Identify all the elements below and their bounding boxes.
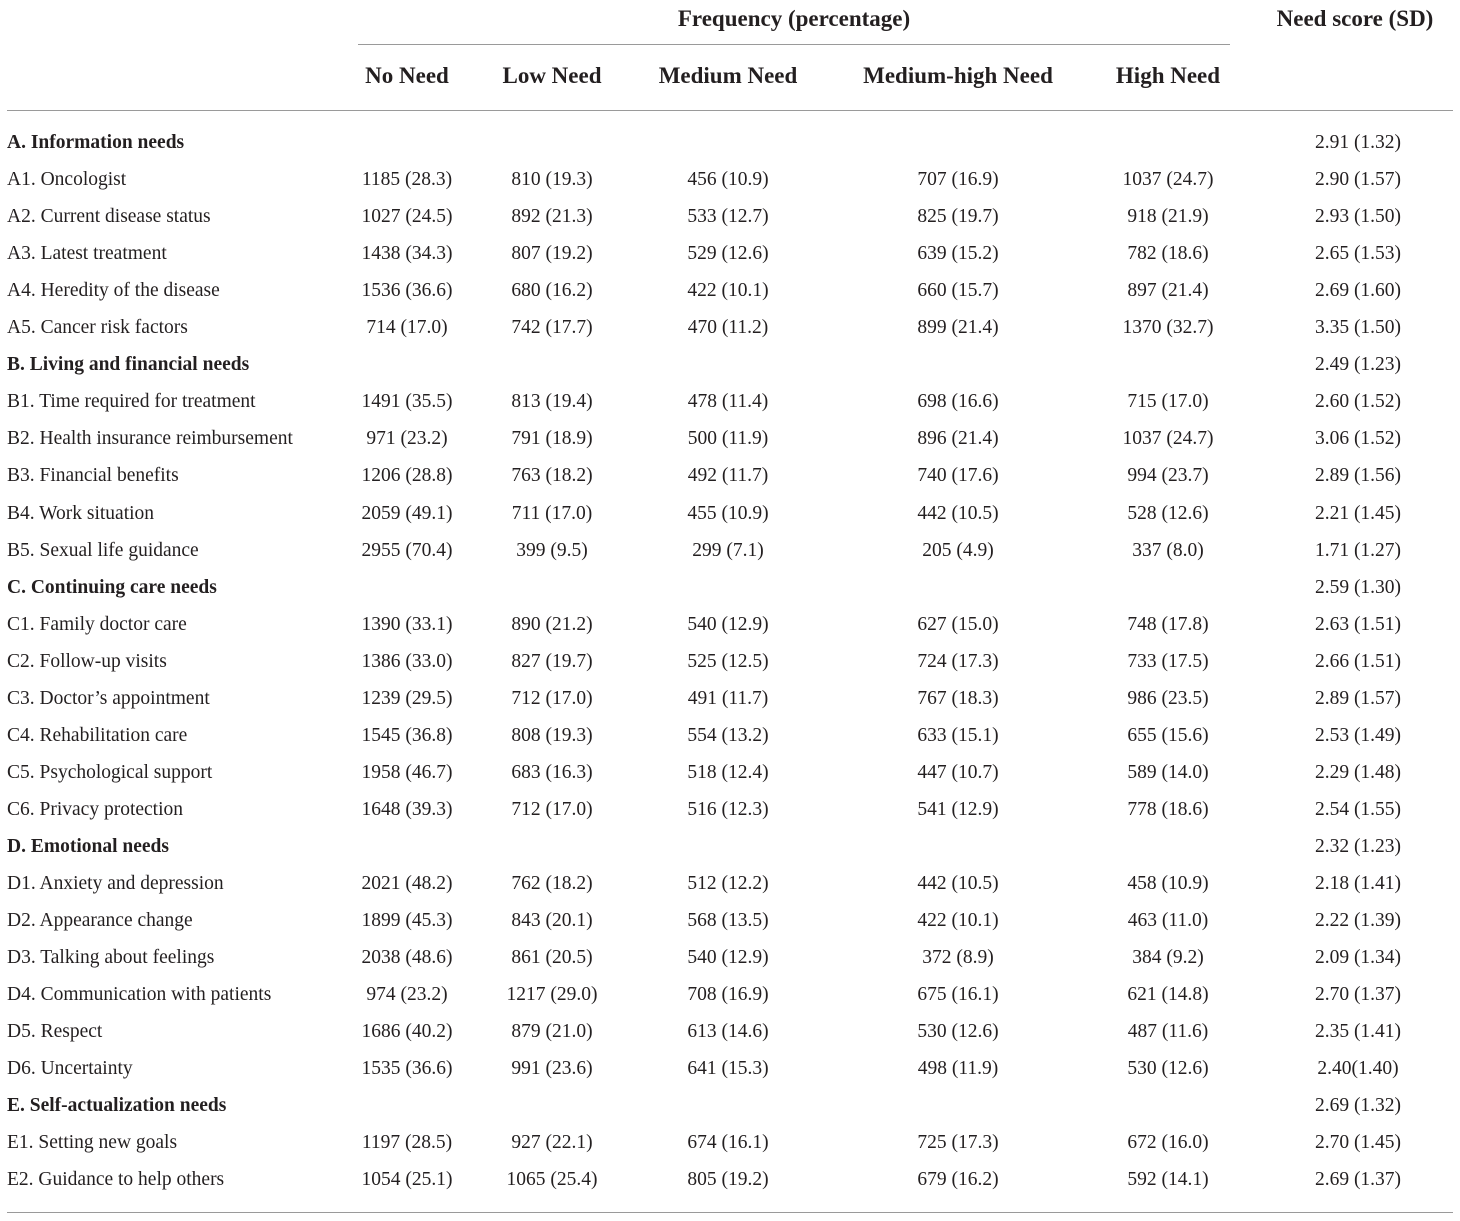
frequency-cell: 384 (9.2) (1132, 947, 1204, 969)
frequency-cell: 1206 (28.8) (361, 465, 453, 487)
row-label: E2. Guidance to help others (7, 1169, 225, 1191)
row-label: B5. Sexual life guidance (7, 539, 199, 561)
table-bottom-rule (7, 1212, 1453, 1213)
header-bottom-rule (7, 110, 1453, 111)
frequency-cell: 927 (22.1) (511, 1132, 593, 1154)
row-label: C5. Psychological support (7, 761, 213, 783)
frequency-cell: 633 (15.1) (917, 724, 999, 746)
need-score-cell: 2.49 (1.23) (1314, 354, 1402, 376)
frequency-cell: 447 (10.7) (917, 761, 999, 783)
table-row (0, 902, 1460, 939)
frequency-cell: 843 (20.1) (511, 910, 593, 932)
col-header-low-need: Low Need (502, 63, 602, 88)
frequency-cell: 1535 (36.6) (361, 1058, 453, 1080)
row-label: B4. Work situation (7, 502, 155, 524)
frequency-cell: 810 (19.3) (511, 169, 593, 191)
table-row (0, 643, 1460, 680)
frequency-cell: 711 (17.0) (511, 502, 593, 524)
frequency-cell: 1958 (46.7) (361, 761, 453, 783)
col-header-medium-need: Medium Need (658, 63, 798, 88)
frequency-cell: 896 (21.4) (917, 428, 999, 450)
table-row (0, 198, 1460, 235)
row-label: D5. Respect (7, 1021, 103, 1043)
frequency-cell: 1027 (24.5) (361, 206, 453, 228)
frequency-cell: 672 (16.0) (1127, 1132, 1209, 1154)
table-row (0, 309, 1460, 346)
table-row (0, 161, 1460, 198)
frequency-cell: 712 (17.0) (511, 687, 593, 709)
frequency-cell: 1370 (32.7) (1122, 317, 1214, 339)
section-label: C. Continuing care needs (7, 576, 217, 598)
frequency-cell: 714 (17.0) (366, 317, 448, 339)
section-row (0, 828, 1460, 865)
frequency-cell: 492 (11.7) (687, 465, 769, 487)
frequency-cell: 897 (21.4) (1127, 280, 1209, 302)
table-row (0, 383, 1460, 420)
frequency-cell: 487 (11.6) (1127, 1021, 1209, 1043)
frequency-cell: 1037 (24.7) (1122, 428, 1214, 450)
frequency-cell: 899 (21.4) (917, 317, 999, 339)
row-label: D4. Communication with patients (7, 984, 272, 1006)
group-header-rule (358, 44, 1230, 45)
row-label: A2. Current disease status (7, 206, 211, 228)
table-row (0, 791, 1460, 828)
frequency-cell: 458 (10.9) (1127, 873, 1209, 894)
frequency-cell: 748 (17.8) (1127, 613, 1209, 635)
need-score-cell: 2.35 (1.41) (1314, 1021, 1402, 1043)
frequency-cell: 533 (12.7) (687, 206, 769, 228)
section-label: E. Self-actualization needs (7, 1095, 227, 1117)
frequency-cell: 478 (11.4) (687, 391, 769, 413)
frequency-cell: 971 (23.2) (366, 428, 448, 450)
frequency-cell: 1536 (36.6) (361, 280, 453, 302)
frequency-cell: 1185 (28.3) (361, 169, 453, 191)
frequency-cell: 733 (17.5) (1127, 650, 1209, 672)
frequency-cell: 525 (12.5) (687, 650, 769, 672)
frequency-cell: 808 (19.3) (511, 724, 593, 746)
row-label: C3. Doctor’s appointment (7, 687, 210, 709)
frequency-cell: 861 (20.5) (511, 947, 593, 969)
frequency-cell: 725 (17.3) (917, 1132, 999, 1154)
row-label: A3. Latest treatment (7, 243, 167, 265)
table-row (0, 272, 1460, 309)
frequency-cell: 2021 (48.2) (361, 873, 453, 894)
frequency-cell: 540 (12.9) (687, 947, 769, 969)
frequency-cell: 470 (11.2) (687, 317, 769, 339)
need-score-cell: 2.70 (1.37) (1314, 984, 1402, 1006)
frequency-cell: 2955 (70.4) (361, 539, 453, 561)
table-row (0, 939, 1460, 976)
table-row (0, 1050, 1460, 1087)
need-score-cell: 2.66 (1.51) (1314, 650, 1402, 672)
frequency-cell: 456 (10.9) (687, 169, 769, 191)
row-label: E1. Setting new goals (7, 1132, 178, 1154)
frequency-group-header: Frequency (percentage) (677, 6, 911, 31)
need-score-cell: 2.89 (1.56) (1314, 465, 1402, 487)
frequency-cell: 827 (19.7) (511, 650, 593, 672)
frequency-cell: 541 (12.9) (917, 798, 999, 820)
table-row (0, 1124, 1460, 1161)
table-row (0, 976, 1460, 1013)
frequency-cell: 1037 (24.7) (1122, 169, 1214, 191)
table-row (0, 680, 1460, 717)
frequency-cell: 442 (10.5) (917, 873, 999, 894)
frequency-cell: 422 (10.1) (687, 280, 769, 302)
need-score-cell: 2.69 (1.37) (1314, 1169, 1402, 1191)
frequency-cell: 1438 (34.3) (361, 243, 453, 265)
col-header-medium-high-need: Medium-high Need (863, 63, 1053, 88)
section-row (0, 569, 1460, 606)
frequency-cell: 879 (21.0) (511, 1021, 593, 1043)
section-row (0, 1087, 1460, 1124)
row-label: A1. Oncologist (7, 169, 127, 191)
frequency-cell: 740 (17.6) (917, 465, 999, 487)
need-score-cell: 2.93 (1.50) (1314, 206, 1402, 228)
frequency-cell: 641 (15.3) (687, 1058, 769, 1080)
frequency-cell: 675 (16.1) (917, 984, 999, 1006)
need-score-cell: 3.06 (1.52) (1314, 428, 1402, 450)
section-label: D. Emotional needs (7, 835, 169, 857)
row-label: B1. Time required for treatment (7, 391, 256, 413)
frequency-cell: 763 (18.2) (511, 465, 593, 487)
section-row (0, 346, 1460, 383)
need-score-cell: 2.91 (1.32) (1314, 132, 1402, 153)
frequency-cell: 463 (11.0) (1127, 910, 1209, 932)
frequency-cell: 660 (15.7) (917, 280, 999, 302)
frequency-cell: 791 (18.9) (511, 428, 593, 450)
frequency-cell: 890 (21.2) (511, 613, 593, 635)
row-label: C2. Follow-up visits (7, 650, 167, 672)
frequency-cell: 715 (17.0) (1127, 391, 1209, 413)
frequency-cell: 918 (21.9) (1127, 206, 1209, 228)
frequency-cell: 299 (7.1) (692, 539, 764, 561)
row-label: C1. Family doctor care (7, 613, 187, 635)
frequency-cell: 1386 (33.0) (361, 650, 453, 672)
frequency-cell: 455 (10.9) (687, 502, 769, 524)
section-label: A. Information needs (7, 132, 185, 153)
frequency-cell: 589 (14.0) (1127, 761, 1209, 783)
need-score-cell: 2.69 (1.60) (1314, 280, 1402, 302)
frequency-cell: 712 (17.0) (511, 798, 593, 820)
frequency-cell: 568 (13.5) (687, 910, 769, 932)
frequency-cell: 512 (12.2) (687, 873, 769, 894)
table-row (0, 865, 1460, 902)
frequency-cell: 372 (8.9) (922, 947, 994, 969)
row-label: A4. Heredity of the disease (7, 280, 220, 302)
frequency-cell: 825 (19.7) (917, 206, 999, 228)
section-row (0, 124, 1460, 161)
table-row (0, 606, 1460, 643)
frequency-cell: 782 (18.6) (1127, 243, 1209, 265)
need-score-cell: 2.22 (1.39) (1314, 910, 1402, 932)
frequency-cell: 442 (10.5) (917, 502, 999, 524)
need-score-cell: 1.71 (1.27) (1314, 539, 1402, 561)
need-score-cell: 3.35 (1.50) (1314, 317, 1402, 339)
frequency-cell: 528 (12.6) (1127, 502, 1209, 524)
frequency-cell: 1239 (29.5) (361, 687, 453, 709)
frequency-cell: 491 (11.7) (687, 687, 769, 709)
table-row (0, 717, 1460, 754)
frequency-cell: 1197 (28.5) (361, 1132, 453, 1154)
frequency-cell: 422 (10.1) (917, 910, 999, 932)
need-score-cell: 2.54 (1.55) (1314, 798, 1402, 820)
frequency-cell: 655 (15.6) (1127, 724, 1209, 746)
table-row (0, 235, 1460, 272)
frequency-cell: 613 (14.6) (687, 1021, 769, 1043)
frequency-cell: 516 (12.3) (687, 798, 769, 820)
frequency-cell: 805 (19.2) (687, 1169, 769, 1191)
frequency-cell: 1899 (45.3) (361, 910, 453, 932)
frequency-cell: 1217 (29.0) (506, 984, 598, 1006)
table-row (0, 532, 1460, 569)
row-label: D3. Talking about feelings (7, 947, 215, 969)
frequency-cell: 2038 (48.6) (361, 947, 453, 969)
frequency-cell: 530 (12.6) (917, 1021, 999, 1043)
frequency-cell: 639 (15.2) (917, 243, 999, 265)
frequency-cell: 498 (11.9) (917, 1058, 999, 1080)
frequency-cell: 540 (12.9) (687, 613, 769, 635)
frequency-cell: 337 (8.0) (1132, 539, 1204, 561)
frequency-cell: 807 (19.2) (511, 243, 593, 265)
frequency-cell: 724 (17.3) (917, 650, 999, 672)
frequency-cell: 813 (19.4) (511, 391, 593, 413)
frequency-cell: 991 (23.6) (511, 1058, 593, 1080)
frequency-cell: 698 (16.6) (917, 391, 999, 413)
frequency-cell: 518 (12.4) (687, 761, 769, 783)
need-score-cell: 2.09 (1.34) (1314, 947, 1402, 969)
need-score-cell: 2.90 (1.57) (1314, 169, 1402, 191)
table-row (0, 1013, 1460, 1050)
frequency-cell: 1491 (35.5) (361, 391, 453, 413)
col-header-high-need: High Need (1115, 63, 1221, 88)
frequency-cell: 1390 (33.1) (361, 613, 453, 635)
frequency-cell: 1648 (39.3) (361, 798, 453, 820)
frequency-cell: 994 (23.7) (1127, 465, 1209, 487)
frequency-cell: 530 (12.6) (1127, 1058, 1209, 1080)
frequency-cell: 707 (16.9) (917, 169, 999, 191)
frequency-cell: 742 (17.7) (511, 317, 593, 339)
frequency-cell: 1545 (36.8) (361, 724, 453, 746)
need-score-cell: 2.69 (1.32) (1314, 1095, 1402, 1117)
col-header-no-need: No Need (365, 63, 449, 88)
row-label: B3. Financial benefits (7, 465, 179, 487)
need-score-cell: 2.53 (1.49) (1314, 724, 1402, 746)
need-score-cell: 2.89 (1.57) (1314, 687, 1402, 709)
frequency-cell: 974 (23.2) (366, 984, 448, 1006)
frequency-cell: 708 (16.9) (687, 984, 769, 1006)
row-label: C4. Rehabilitation care (7, 724, 188, 746)
need-score-cell: 2.59 (1.30) (1314, 576, 1402, 598)
frequency-cell: 399 (9.5) (516, 539, 588, 561)
frequency-cell: 683 (16.3) (511, 761, 593, 783)
table-row (0, 754, 1460, 791)
frequency-cell: 892 (21.3) (511, 206, 593, 228)
frequency-cell: 1686 (40.2) (361, 1021, 453, 1043)
frequency-cell: 1065 (25.4) (506, 1169, 598, 1191)
frequency-cell: 627 (15.0) (917, 613, 999, 635)
frequency-cell: 679 (16.2) (917, 1169, 999, 1191)
frequency-cell: 1054 (25.1) (361, 1169, 453, 1191)
need-score-cell: 2.18 (1.41) (1314, 873, 1402, 894)
need-score-header: Need score (SD) (1276, 6, 1434, 31)
need-score-cell: 2.29 (1.48) (1314, 761, 1402, 783)
table-row (0, 495, 1460, 532)
frequency-cell: 762 (18.2) (511, 873, 593, 894)
frequency-cell: 778 (18.6) (1127, 798, 1209, 820)
need-score-cell: 2.65 (1.53) (1314, 243, 1402, 265)
need-score-cell: 2.21 (1.45) (1314, 502, 1402, 524)
row-label: D1. Anxiety and depression (7, 873, 224, 894)
row-label: B2. Health insurance reimbursement (7, 428, 293, 450)
row-label: D6. Uncertainty (7, 1058, 133, 1080)
table-row (0, 457, 1460, 494)
row-label: C6. Privacy protection (7, 798, 184, 820)
frequency-cell: 205 (4.9) (922, 539, 994, 561)
frequency-cell: 2059 (49.1) (361, 502, 453, 524)
table-row (0, 420, 1460, 457)
frequency-cell: 767 (18.3) (917, 687, 999, 709)
table-row (0, 1161, 1460, 1198)
need-score-cell: 2.40(1.40) (1317, 1058, 1399, 1080)
need-score-cell: 2.60 (1.52) (1314, 391, 1402, 413)
row-label: D2. Appearance change (7, 910, 193, 932)
frequency-cell: 680 (16.2) (511, 280, 593, 302)
frequency-cell: 529 (12.6) (687, 243, 769, 265)
frequency-cell: 986 (23.5) (1127, 687, 1209, 709)
row-label: A5. Cancer risk factors (7, 317, 188, 339)
frequency-cell: 621 (14.8) (1127, 984, 1209, 1006)
section-label: B. Living and financial needs (7, 354, 250, 376)
need-score-cell: 2.32 (1.23) (1314, 835, 1402, 857)
frequency-cell: 592 (14.1) (1127, 1169, 1209, 1191)
need-score-cell: 2.63 (1.51) (1314, 613, 1402, 635)
need-score-cell: 2.70 (1.45) (1314, 1132, 1402, 1154)
frequency-cell: 500 (11.9) (687, 428, 769, 450)
frequency-cell: 554 (13.2) (687, 724, 769, 746)
frequency-cell: 674 (16.1) (687, 1132, 769, 1154)
